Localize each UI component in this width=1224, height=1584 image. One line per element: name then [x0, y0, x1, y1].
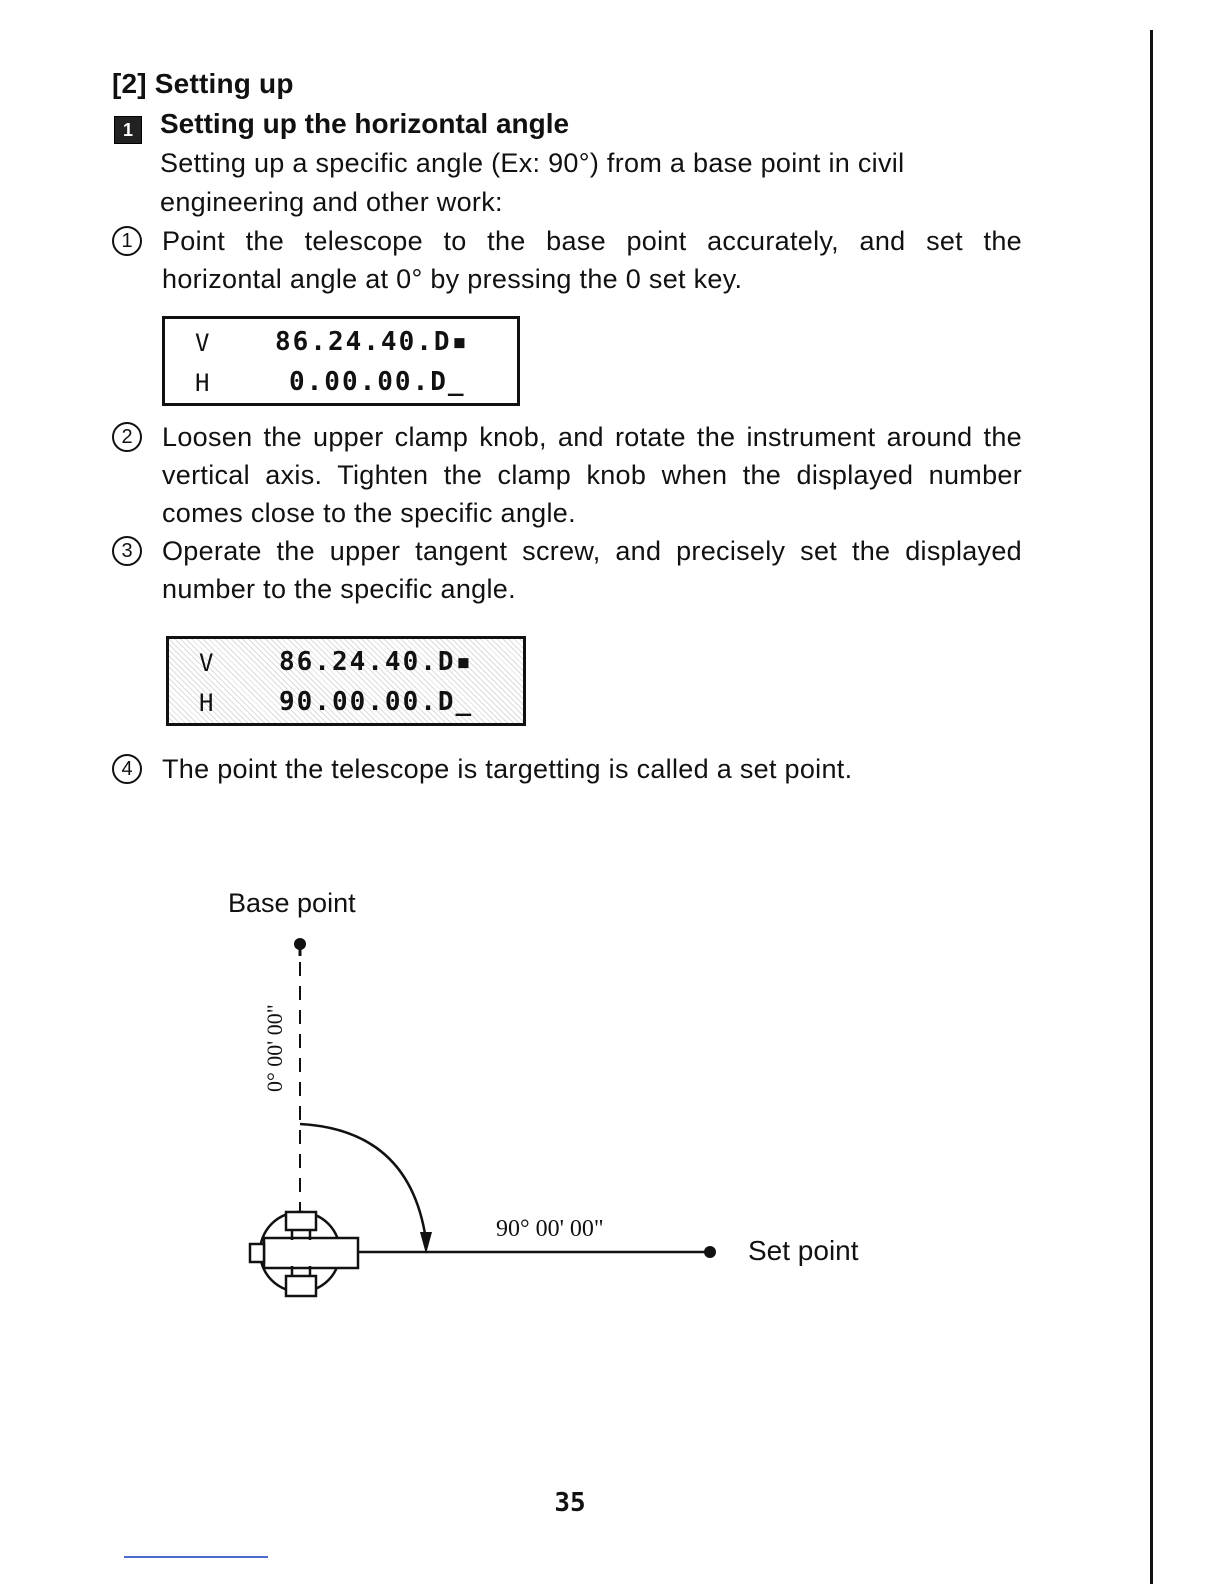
lcd-label-v: V [199, 649, 214, 677]
lcd-label-v: V [195, 329, 210, 357]
section-title: [2] Setting up [112, 68, 294, 99]
step-number-2: 2 [112, 422, 142, 452]
subsection-marker: 1 [114, 116, 142, 144]
lcd-label-h: H [199, 689, 214, 717]
lcd-value-v: 86.24.40.D▪ [275, 327, 470, 357]
step-number-4: 4 [112, 754, 142, 784]
base-point-label: Base point [228, 888, 356, 918]
step-text-2: Loosen the upper clamp knob, and rotate the instrument around the vertical axis. Tighten the clamp knob when the displayed number comes close to the specific angle. [162, 422, 1022, 528]
angle-arrow-icon [420, 1232, 432, 1254]
zero-angle-label: 0° 00' 00" [262, 1004, 287, 1092]
page-number: 35 [554, 1488, 586, 1518]
step-text-1: Point the telescope to the base point accurately, and set the horizontal angle at 0° by pressing the 0 set key. [162, 226, 1022, 294]
lcd-value-v: 86.24.40.D▪ [279, 647, 474, 677]
subsection-title: Setting up the horizontal angle [160, 108, 570, 139]
set-point-label: Set point [748, 1235, 859, 1266]
step-text-3: Operate the upper tangent screw, and precisely set the displayed number to the specific angle. [162, 536, 1022, 604]
lcd-value-h: 90.00.00.D_ [279, 687, 474, 717]
lcd-value-h: 0.00.00.D_ [289, 367, 466, 397]
step-text-4: The point the telescope is targetting is called a set point. [162, 754, 853, 784]
step-number-1: 1 [112, 226, 142, 256]
instrument-icon [250, 1212, 358, 1296]
intro-paragraph: Setting up a specific angle (Ex: 90°) from a base point in civil engineering and other work: [160, 148, 905, 217]
set-point-marker [704, 1246, 716, 1258]
ninety-angle-label: 90° 00' 00" [496, 1216, 604, 1242]
step-number-3: 3 [112, 536, 142, 566]
lcd-label-h: H [195, 369, 210, 397]
